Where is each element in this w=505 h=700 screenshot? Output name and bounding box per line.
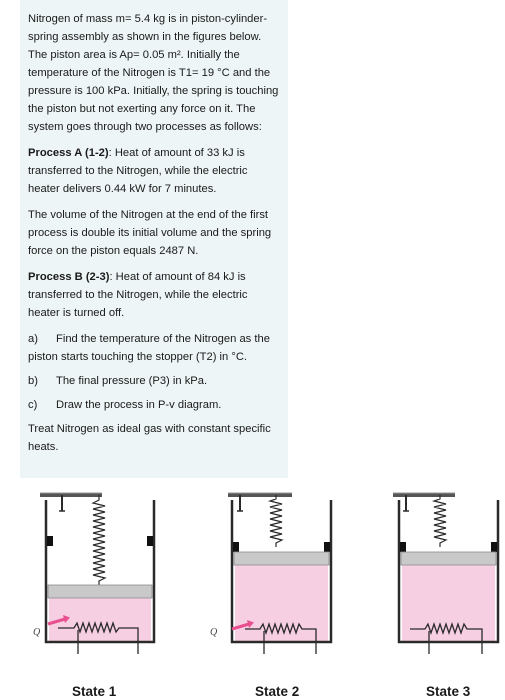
state-2-label: State 2 — [255, 684, 300, 699]
state-3-piston — [401, 552, 496, 565]
state-1-piston — [48, 585, 152, 598]
state-2-spring — [270, 495, 282, 547]
volume-note-paragraph: The volume of the Nitrogen at the end of the first process is double its initial volume and the spring force on the piston equals 2487 N. — [28, 209, 272, 257]
state-3-label: State 3 — [426, 684, 471, 699]
state-1-stopper-left — [47, 536, 53, 546]
process-a-label: Process A (1-2) — [28, 147, 109, 159]
question-a-text: Find the temperature of the Nitrogen as the piston starts touching the stopper (T2) in °C. — [28, 333, 270, 363]
state-3-spring — [434, 495, 446, 547]
process-b-paragraph — [28, 268, 280, 322]
state-3-stopper-right — [491, 542, 497, 552]
state-2-stopper-right — [324, 542, 330, 552]
closing-note: Treat Nitrogen as ideal gas with constant specific heats. — [28, 423, 271, 453]
state-1-label: State 1 — [72, 684, 117, 699]
state-1-spring — [93, 495, 105, 585]
state-3-assembly — [393, 493, 498, 654]
question-b-text: The final pressure (P3) in kPa. — [56, 375, 208, 387]
piston-cylinder-figure — [0, 478, 505, 700]
process-a-paragraph — [28, 144, 280, 198]
question-c-text: Draw the process in P-v diagram. — [56, 399, 222, 411]
question-c-label: c) — [28, 399, 38, 411]
state-3-stopper-left — [400, 542, 406, 552]
question-c — [28, 396, 280, 414]
state-1-heat-symbol: Q — [33, 627, 41, 638]
state-1-stopper-right — [147, 536, 153, 546]
question-b-label: b) — [28, 375, 38, 387]
intro-paragraph: Nitrogen of mass m= 5.4 kg is in piston-cylinder-spring assembly as shown in the figures below. The piston area is Ap= 0.05 m². Initially the temperature of the Nitrogen is T1= 19 °C and the pressure is 100 kPa. Initially, the spring is touching the piston but not exerting any force on it. The system goes through two processes as follows: — [28, 13, 279, 133]
state-2-piston — [234, 552, 329, 565]
process-b-text: : Heat of amount of 84 kJ is transferred to the Nitrogen, while the electric heater is turned off. — [28, 271, 248, 319]
question-b — [28, 372, 280, 390]
question-a-label: a) — [28, 333, 38, 345]
state-2-heat-symbol: Q — [210, 627, 218, 638]
state-2-gas — [235, 565, 328, 642]
state-2-stopper-left — [233, 542, 239, 552]
process-b-label: Process B (2-3) — [28, 271, 110, 283]
state-2-assembly — [210, 493, 331, 654]
process-a-text: : Heat of amount of 33 kJ is transferred to the Nitrogen, while the electric heater delivers 0.44 kW for 7 minutes. — [28, 147, 248, 195]
state-1-assembly — [33, 493, 154, 654]
question-a — [28, 330, 280, 366]
problem-statement — [20, 0, 288, 478]
